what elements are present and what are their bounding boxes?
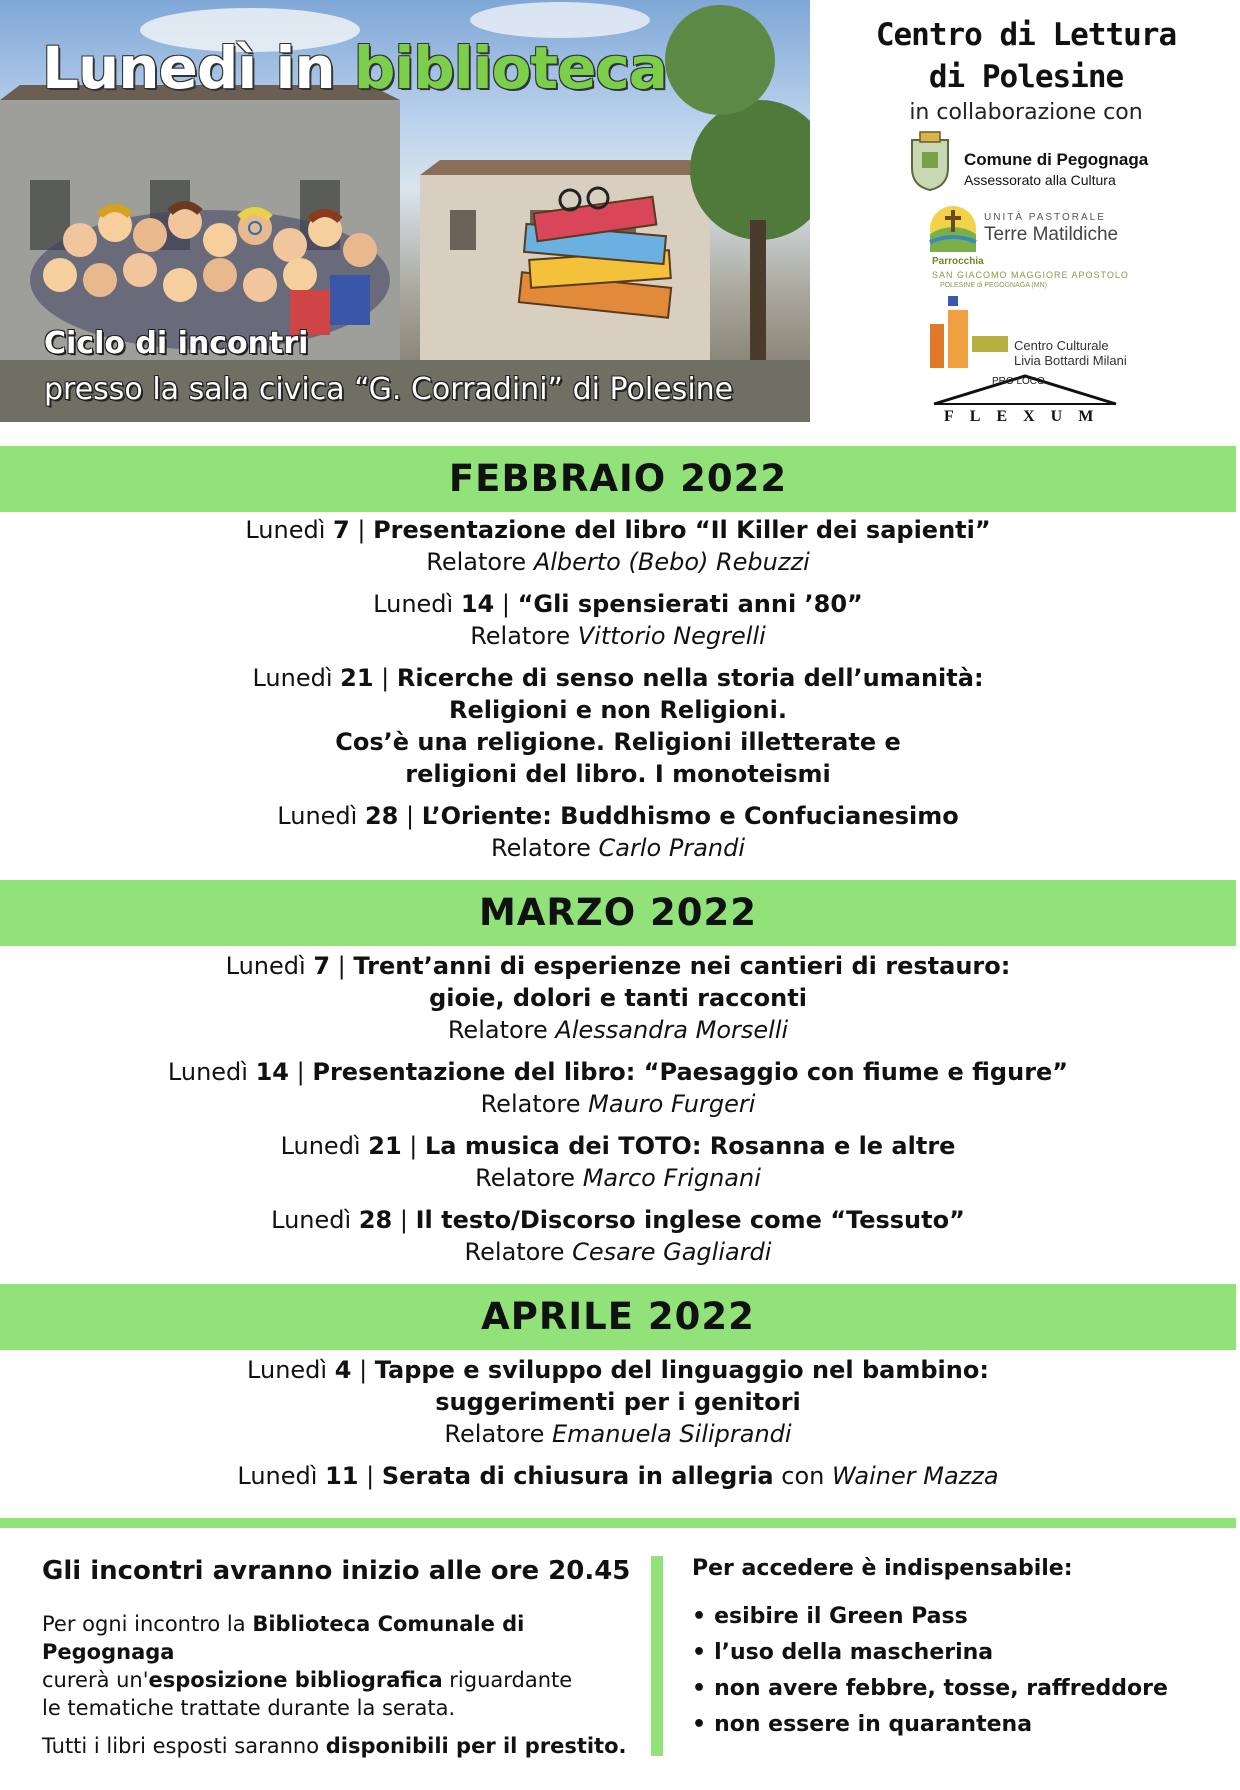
relatore-name: Carlo Prandi: [598, 834, 746, 862]
footer-vertical-divider: [651, 1556, 663, 1756]
event-day: Lunedì: [277, 802, 358, 830]
event-num: 21: [368, 1132, 402, 1160]
hero-title-part1: Lunedì in: [42, 34, 335, 102]
requirement-item: • non avere febbre, tosse, raffreddore: [692, 1671, 1212, 1707]
relatore-label: Relatore: [490, 834, 591, 862]
requirement-item: • non essere in quarantena: [692, 1707, 1212, 1743]
terre-parrocchia: Parrocchia: [932, 256, 984, 267]
event-title-line: Religioni e non Religioni.: [449, 696, 787, 724]
event-item: Lunedì 4 | Tappe e sviluppo del linguaggio nel bambino: suggerimenti per i genitori Relatore Emanuela Siliprandi: [0, 1354, 1236, 1450]
event-guest-name: Wainer Mazza: [832, 1462, 999, 1490]
event-item: Lunedì 7 | Presentazione del libro “Il Killer dei sapienti” Relatore Alberto (Bebo) Rebuzzi: [245, 516, 991, 576]
event-title-line: religioni del libro. I monoteismi: [405, 760, 831, 788]
terre-polesine: POLESINE di PEGOGNAGA (MN): [940, 282, 1047, 289]
hero-subtitle-line2: presso la sala civica “G. Corradini” di Polesine: [44, 372, 734, 407]
p2-b: disponibili per il prestito.: [325, 1734, 627, 1758]
comune-name: Comune di Pegognaga: [964, 150, 1149, 169]
relatore-name: Alberto (Bebo) Rebuzzi: [533, 548, 810, 576]
event-item: Lunedì 28 | L’Oriente: Buddhismo e Confucianesimo Relatore Carlo Prandi: [277, 802, 959, 862]
event-title: Ricerche di senso nella storia dell’umanità:: [396, 664, 984, 692]
hero-subtitle-line1: Ciclo di incontri: [44, 326, 309, 361]
event-num: 14: [255, 1058, 290, 1086]
event-num: 11: [325, 1462, 359, 1490]
event-item: Lunedì 21 | Ricerche di senso nella storia dell’umanità: Religioni e non Religioni. Cos’è una religione. Religioni illetterate e religioni del libro. I monoteismi: [0, 662, 1236, 790]
livia-bottardi-logo-icon: [930, 296, 1010, 368]
organizer-panel: [812, 0, 1240, 425]
hero-title: [42, 34, 667, 102]
events-aprile: [0, 1354, 1236, 1502]
event-con: con: [781, 1462, 825, 1490]
p2-a: Tutti i libri esposti saranno: [42, 1734, 326, 1758]
relatore-label: Relatore: [475, 1164, 576, 1192]
comune-sub: Assessorato alla Cultura: [964, 172, 1116, 188]
requirement-item: • l’uso della mascherina: [692, 1635, 1212, 1671]
event-day: Lunedì: [271, 1206, 352, 1234]
livia-line2: Livia Bottardi Milani: [1014, 353, 1127, 368]
event-day: Lunedì: [245, 516, 326, 544]
event-title: Trent’anni di esperienze nei cantieri di restauro:: [353, 952, 1011, 980]
event-num: 14: [460, 590, 495, 618]
event-title: Serata di chiusura in allegria: [381, 1462, 774, 1490]
requirements-title: Per accedere è indispensabile:: [692, 1556, 1073, 1581]
footer-divider: [0, 1518, 1236, 1528]
event-title: Presentazione del libro: “Paesaggio con fiume e figure”: [312, 1058, 1069, 1086]
p1-a: Per ogni incontro la: [42, 1612, 253, 1636]
p1-f: le tematiche trattate durante la serata.: [42, 1696, 456, 1720]
relatore-name: Mauro Furgeri: [588, 1090, 756, 1118]
relatore-name: Vittorio Negrelli: [577, 622, 766, 650]
organizer-title-line1: Centro di Lettura: [875, 17, 1177, 53]
event-day: Lunedì: [225, 952, 306, 980]
proloco-label: PRO LOCO: [992, 376, 1045, 387]
event-num: 7: [333, 516, 350, 544]
event-title-line: suggerimenti per i genitori: [435, 1388, 801, 1416]
event-title-line: Cos’è una religione. Religioni illetterate e: [335, 728, 901, 756]
organizer-title-line2: di Polesine: [928, 59, 1124, 95]
event-day: Lunedì: [237, 1462, 318, 1490]
requirement-item: • esibire il Green Pass: [692, 1599, 1212, 1635]
event-day: Lunedì: [373, 590, 454, 618]
event-day: Lunedì: [252, 664, 333, 692]
event-num: 28: [358, 1206, 393, 1234]
terre-up: UNITÀ PASTORALE: [984, 212, 1106, 223]
start-time: Gli incontri avranno inizio alle ore 20.45: [42, 1556, 631, 1586]
events-febbraio: [0, 514, 1236, 874]
footer-info: [42, 1556, 642, 1760]
event-item: Lunedì 14 | Presentazione del libro: “Paesaggio con fiume e figure” Relatore Mauro Furgeri: [167, 1058, 1069, 1118]
event-num: 4: [334, 1356, 352, 1384]
requirements-list: [692, 1599, 1212, 1743]
p1-b: Biblioteca Comunale di Pegognaga: [42, 1612, 525, 1664]
p1-d: esposizione bibliografica: [148, 1668, 443, 1692]
events-marzo: [0, 950, 1236, 1278]
collab-label: in collaborazione con: [909, 100, 1143, 125]
relatore-label: Relatore: [480, 1090, 581, 1118]
relatore-name: Marco Frignani: [582, 1164, 761, 1192]
loan-paragraph: [42, 1732, 642, 1760]
relatore-label: Relatore: [447, 1016, 548, 1044]
relatore-label: Relatore: [470, 622, 571, 650]
relatore-label: Relatore: [444, 1420, 545, 1448]
organizer-title: [812, 14, 1240, 98]
event-title-line: gioie, dolori e tanti racconti: [429, 984, 807, 1012]
month-label: FEBBRAIO 2022: [448, 457, 788, 500]
event-day: Lunedì: [280, 1132, 361, 1160]
relatore-label: Relatore: [426, 548, 527, 576]
month-label: APRILE 2022: [481, 1295, 755, 1338]
month-band-febbraio: [0, 446, 1236, 512]
livia-line1: Centro Culturale: [1014, 338, 1109, 353]
event-title: Presentazione del libro “Il Killer dei sapienti”: [373, 516, 991, 544]
event-item: Lunedì 28 | Il testo/Discorso inglese come “Tessuto” Relatore Cesare Gagliardi: [271, 1206, 965, 1266]
event-item: Lunedì 14 | “Gli spensierati anni ’80” Relatore Vittorio Negrelli: [373, 590, 863, 650]
month-band-marzo: [0, 880, 1236, 946]
event-num: 21: [340, 664, 374, 692]
month-band-aprile: [0, 1284, 1236, 1350]
terre-san: SAN GIACOMO MAGGIORE APOSTOLO: [932, 270, 1129, 280]
event-title: L’Oriente: Buddhismo e Confucianesimo: [421, 802, 959, 830]
event-title: La musica dei TOTO: Rosanna e le altre: [425, 1132, 956, 1160]
terre-matildiche-logo-icon: [928, 204, 978, 254]
event-title: Tappe e sviluppo del linguaggio nel bambino:: [374, 1356, 989, 1384]
flexum-label: FLEXUM: [944, 408, 1110, 425]
event-item: Lunedì 7 | Trent’anni di esperienze nei cantieri di restauro: gioie, dolori e tanti racconti Relatore Alessandra Morselli: [0, 950, 1236, 1046]
relatore-name: Alessandra Morselli: [555, 1016, 789, 1044]
relatore-name: Cesare Gagliardi: [572, 1238, 772, 1266]
event-num: 7: [313, 952, 331, 980]
exhibition-paragraph: [42, 1610, 642, 1722]
relatore-name: Emanuela Siliprandi: [551, 1420, 792, 1448]
month-label: MARZO 2022: [478, 891, 758, 934]
event-num: 28: [364, 802, 399, 830]
terre-name: Terre Matildiche: [984, 224, 1119, 245]
event-day: Lunedì: [247, 1356, 328, 1384]
comune-crest-icon: [908, 130, 952, 192]
event-day: Lunedì: [167, 1058, 248, 1086]
hero-banner: [0, 0, 810, 422]
relatore-label: Relatore: [464, 1238, 565, 1266]
event-item: Lunedì 11 | Serata di chiusura in allegria con Wainer Mazza: [237, 1462, 999, 1490]
p1-c: curerà un': [42, 1668, 149, 1692]
event-title: Il testo/Discorso inglese come “Tessuto”: [415, 1206, 965, 1234]
p1-e: riguardante: [442, 1668, 573, 1692]
access-requirements: [692, 1556, 1212, 1743]
hero-title-part2: biblioteca: [353, 34, 667, 102]
event-title: “Gli spensierati anni ’80”: [517, 590, 863, 618]
event-item: Lunedì 21 | La musica dei TOTO: Rosanna e le altre Relatore Marco Frignani: [280, 1132, 956, 1192]
